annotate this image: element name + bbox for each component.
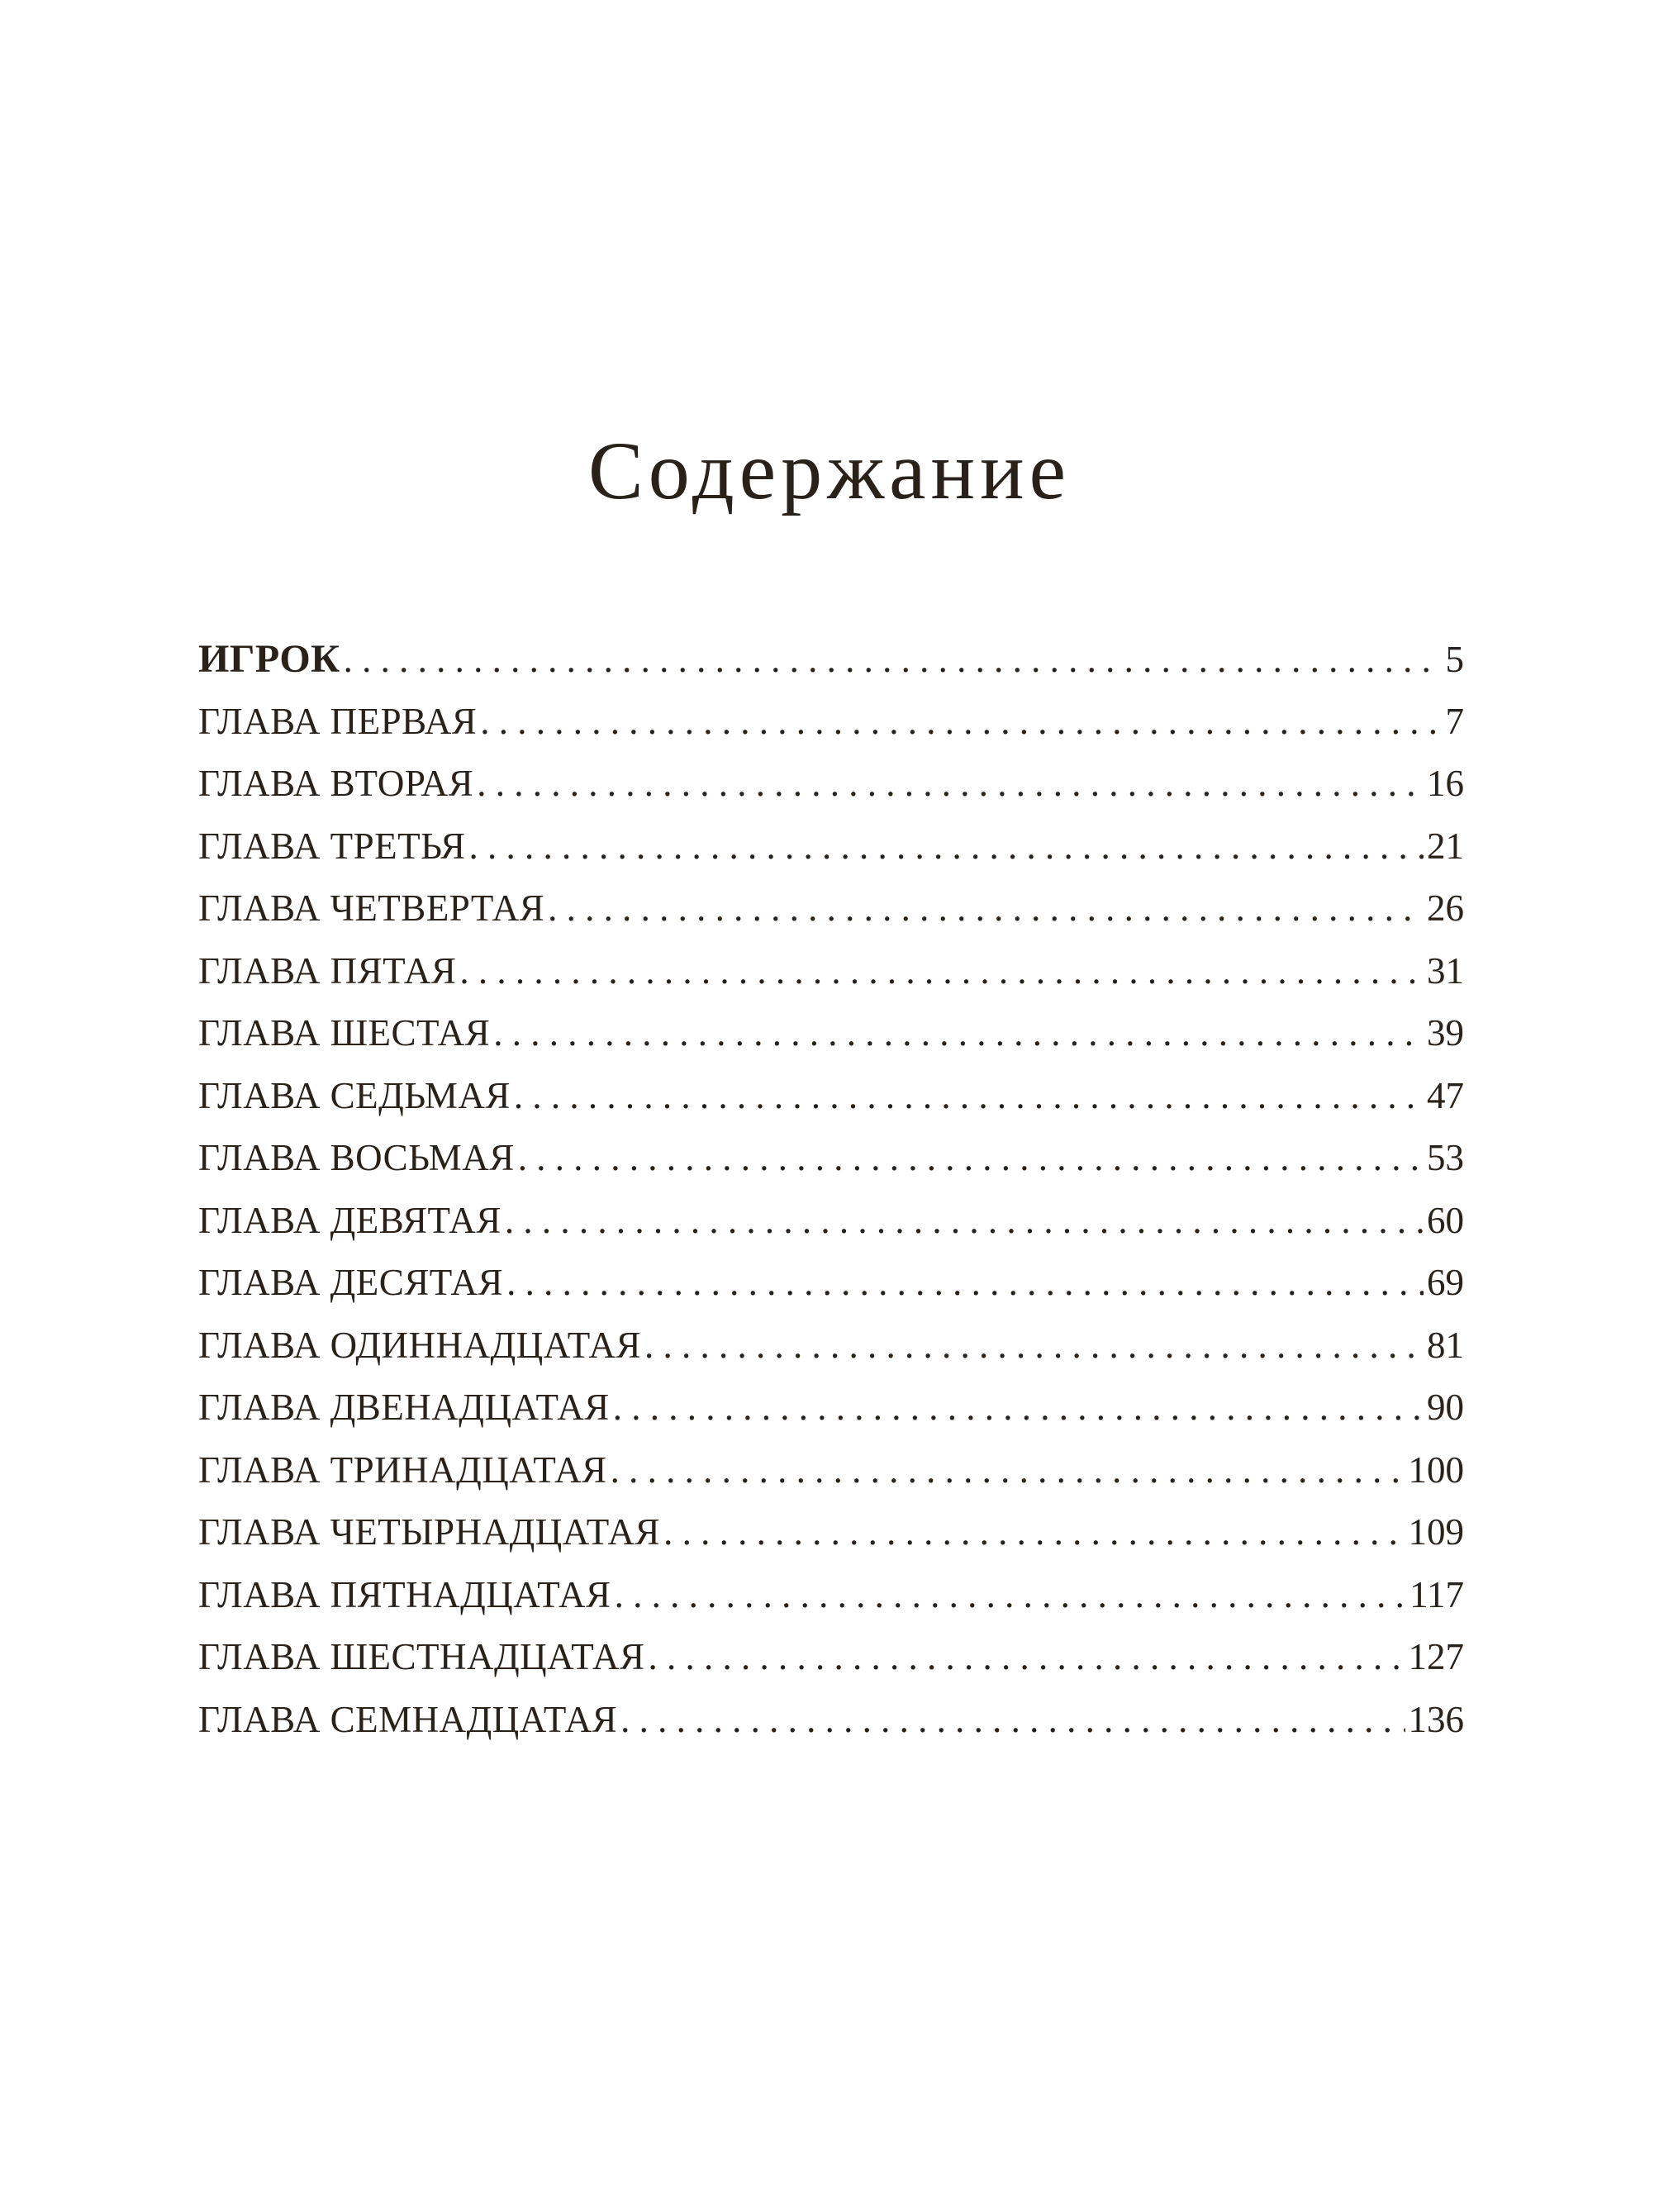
toc-page-number: 109 [1408, 1511, 1464, 1553]
toc-entry-chapter [198, 1626, 1464, 1689]
toc-entry-title: ГЛАВА СЕМНАДЦАТАЯ [198, 1698, 618, 1740]
dot-leader [644, 1315, 1424, 1377]
dot-leader [469, 816, 1424, 878]
toc-entry-chapter [198, 1065, 1464, 1128]
dot-leader [615, 1564, 1407, 1627]
toc-page-number: 81 [1427, 1324, 1464, 1366]
toc-page-number: 136 [1408, 1698, 1464, 1740]
toc-entry-title: ГЛАВА ПЕРВАЯ [198, 700, 478, 742]
toc-page-number: 69 [1427, 1262, 1464, 1303]
toc-entry-chapter [198, 816, 1464, 878]
toc-entry-chapter [198, 878, 1464, 940]
toc-entry-title: ГЛАВА СЕДЬМАЯ [198, 1074, 511, 1116]
toc-entry-chapter [198, 1501, 1464, 1564]
toc-page-number: 47 [1427, 1074, 1464, 1116]
toc-entry-chapter [198, 1377, 1464, 1439]
toc-page-number: 90 [1427, 1387, 1464, 1428]
toc-entry-title: ГЛАВА ДВЕНАДЦАТАЯ [198, 1387, 610, 1428]
dot-leader [514, 1065, 1424, 1128]
toc-entry-title: ГЛАВА ДЕВЯТАЯ [198, 1199, 502, 1241]
toc-entry-title: ИГРОК [198, 637, 340, 681]
dot-leader [620, 1689, 1405, 1752]
toc-entry-title: ГЛАВА ШЕСТНАДЦАТАЯ [198, 1636, 645, 1677]
toc-entry-chapter [198, 1315, 1464, 1377]
dot-leader [506, 1252, 1424, 1315]
toc-page-number: 7 [1445, 700, 1464, 742]
toc-page-number: 39 [1427, 1012, 1464, 1054]
dot-leader [477, 753, 1424, 816]
dot-leader [459, 940, 1424, 1003]
dot-leader [518, 1127, 1424, 1190]
toc-entry-chapter [198, 1689, 1464, 1752]
toc-entry-title: ГЛАВА ТРЕТЬЯ [198, 825, 466, 867]
toc-entry-title: ГЛАВА ШЕСТАЯ [198, 1012, 491, 1054]
toc-entry-chapter [198, 753, 1464, 816]
toc-page-number: 100 [1408, 1449, 1464, 1491]
toc-page-number: 60 [1427, 1199, 1464, 1241]
toc-page-number: 26 [1427, 887, 1464, 929]
toc-entry-chapter [198, 691, 1464, 754]
toc-entry-title: ГЛАВА ЧЕТВЕРТАЯ [198, 887, 545, 929]
toc-entry-title: ГЛАВА ЧЕТЫРНАДЦАТАЯ [198, 1511, 661, 1553]
toc-entry-chapter [198, 940, 1464, 1003]
dot-leader [493, 1002, 1424, 1065]
toc-entry-chapter [198, 1002, 1464, 1065]
toc-entry-title: ГЛАВА ОДИННАДЦАТАЯ [198, 1324, 642, 1366]
toc-page-number: 16 [1427, 763, 1464, 804]
toc-entry-title: ГЛАВА ДЕСЯТАЯ [198, 1262, 504, 1303]
dot-leader [613, 1377, 1424, 1439]
toc-entry-chapter [198, 1564, 1464, 1627]
toc-entry-chapter [198, 1190, 1464, 1253]
page-title: Содержание [588, 425, 1071, 516]
toc-entry-title: ГЛАВА ТРИНАДЦАТАЯ [198, 1449, 607, 1491]
dot-leader [480, 691, 1442, 754]
toc-page-number: 5 [1445, 639, 1464, 680]
dot-leader [548, 878, 1424, 940]
dot-leader [648, 1626, 1405, 1689]
dot-leader [611, 1439, 1405, 1502]
dot-leader [505, 1190, 1424, 1253]
toc-entry-chapter [198, 1127, 1464, 1190]
toc-page-number: 127 [1408, 1636, 1464, 1677]
toc-entry-chapter [198, 1439, 1464, 1502]
toc-entry-title: ГЛАВА ВОСЬМАЯ [198, 1137, 515, 1178]
toc-entry-title: ГЛАВА ПЯТНАДЦАТАЯ [198, 1573, 611, 1615]
toc-page-number: 21 [1427, 825, 1464, 867]
table-of-contents [198, 628, 1464, 1751]
toc-entry-part [198, 628, 1464, 691]
toc-page-number: 31 [1427, 949, 1464, 992]
toc-page-number: 117 [1409, 1573, 1464, 1615]
dot-leader [344, 629, 1443, 692]
toc-entry-chapter [198, 1252, 1464, 1315]
toc-entry-title: ГЛАВА ВТОРАЯ [198, 763, 474, 804]
dot-leader [663, 1501, 1405, 1564]
toc-page-number: 53 [1427, 1137, 1464, 1178]
toc-entry-title: ГЛАВА ПЯТАЯ [198, 949, 457, 992]
